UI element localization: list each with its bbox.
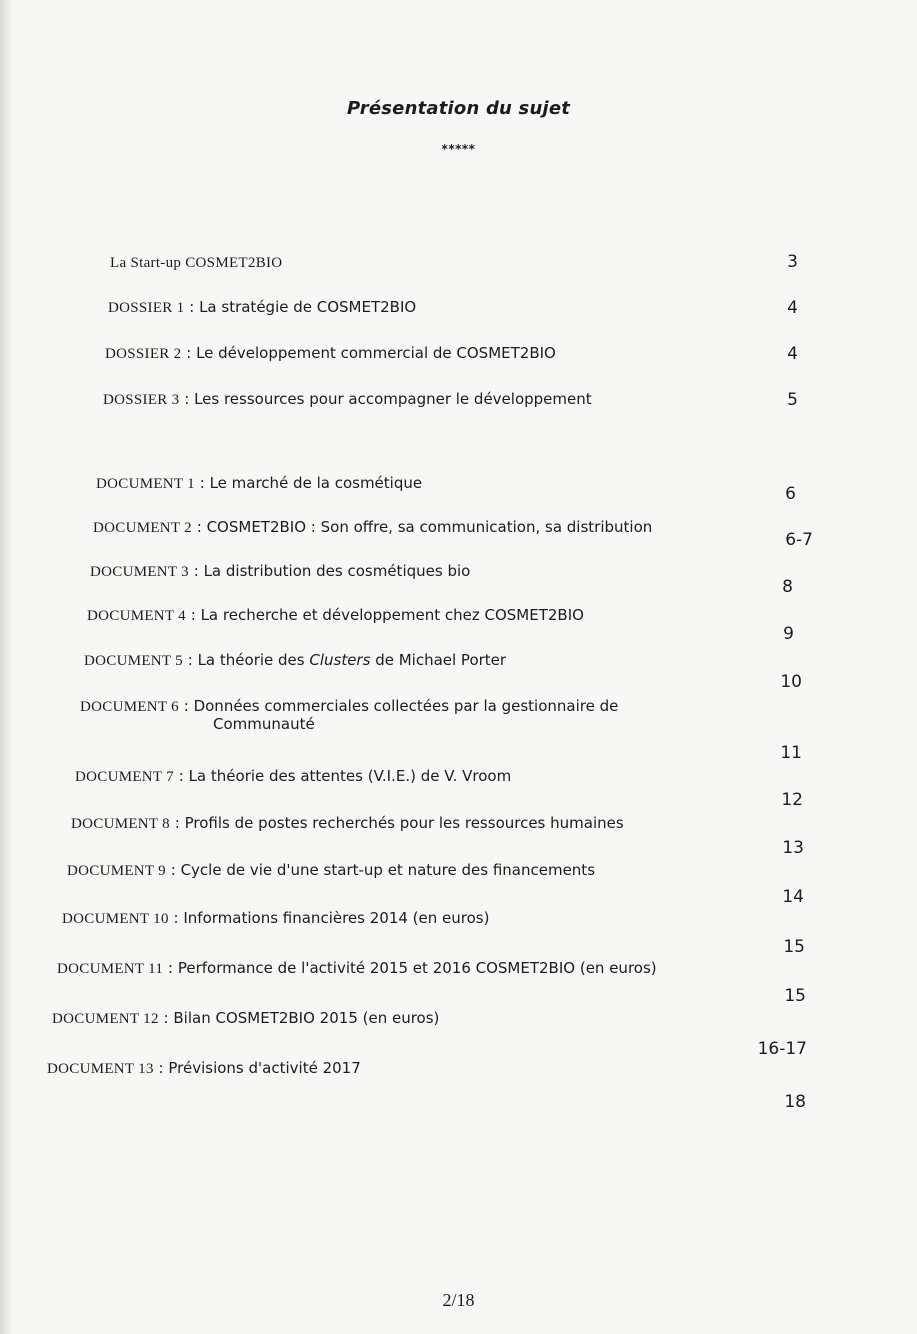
toc-row-document-1 bbox=[96, 474, 422, 493]
toc-sep: : bbox=[179, 390, 195, 408]
toc-row-document-9 bbox=[67, 861, 595, 880]
toc-sep: : bbox=[181, 344, 197, 362]
toc-page-document-13: 18 bbox=[784, 1092, 806, 1112]
toc-sep: : bbox=[158, 1009, 174, 1027]
toc-text: Informations financières 2014 (en euros) bbox=[183, 909, 490, 927]
toc-page-document-4: 9 bbox=[783, 624, 794, 644]
toc-label: DOCUMENT 9 bbox=[67, 863, 166, 879]
toc-text: Bilan COSMET2BIO 2015 (en euros) bbox=[173, 1009, 440, 1027]
toc-text: Cycle de vie d'une start-up et nature des financements bbox=[180, 861, 596, 879]
toc-sep: : bbox=[182, 651, 198, 669]
toc-sep: : bbox=[173, 767, 189, 785]
toc-page-document-10: 15 bbox=[783, 937, 805, 957]
toc-text: Données commerciales collectées par la gestionnaire de bbox=[193, 697, 619, 715]
toc-label: DOSSIER 2 bbox=[105, 346, 182, 362]
toc-label: DOCUMENT 8 bbox=[71, 816, 170, 832]
toc-page-intro: 3 bbox=[787, 252, 798, 272]
toc-page-document-6: 11 bbox=[780, 743, 802, 763]
toc-row-document-6 bbox=[80, 697, 618, 733]
page-edge-shadow bbox=[0, 0, 14, 1334]
toc-label: DOCUMENT 3 bbox=[90, 564, 189, 580]
toc-text-italic: Clusters bbox=[309, 651, 371, 669]
toc-row-dossier-3 bbox=[103, 390, 592, 409]
toc-sep: : bbox=[153, 1059, 169, 1077]
toc-sep: : bbox=[165, 861, 181, 879]
toc-text: Le développement commercial de COSMET2BIO bbox=[196, 344, 556, 362]
toc-page-document-3: 8 bbox=[782, 577, 793, 597]
toc-row-document-3 bbox=[90, 562, 470, 581]
toc-text: Performance de l'activité 2015 et 2016 COSMET2BIO (en euros) bbox=[177, 959, 657, 977]
toc-sep: : bbox=[185, 606, 201, 624]
toc-row-document-7 bbox=[75, 767, 511, 786]
toc-page-dossier-3: 5 bbox=[787, 390, 798, 410]
toc-page-document-11: 15 bbox=[784, 986, 806, 1006]
toc-label: DOCUMENT 10 bbox=[62, 911, 169, 927]
toc-row-document-5 bbox=[84, 651, 506, 670]
toc-row-dossier-1 bbox=[108, 298, 416, 317]
page-number-footer: 2/18 bbox=[442, 1290, 475, 1310]
toc-page-document-7: 12 bbox=[781, 790, 803, 810]
toc-sep: : bbox=[169, 814, 185, 832]
toc-sep: : bbox=[168, 909, 184, 927]
toc-label: DOCUMENT 11 bbox=[57, 961, 164, 977]
toc-sep: : bbox=[194, 474, 210, 492]
toc-text: Les ressources pour accompagner le développement bbox=[194, 390, 592, 408]
toc-text: COSMET2BIO : Son offre, sa communication, sa distribution bbox=[206, 518, 653, 536]
toc-row-document-11 bbox=[57, 959, 657, 978]
toc-row-document-4 bbox=[87, 606, 584, 625]
toc-page-document-2: 6-7 bbox=[785, 530, 813, 550]
toc-text: La stratégie de COSMET2BIO bbox=[199, 298, 417, 316]
toc-page-document-5: 10 bbox=[780, 672, 802, 692]
toc-row-document-2 bbox=[93, 518, 652, 537]
toc-text: Prévisions d'activité 2017 bbox=[168, 1059, 361, 1077]
toc-sep: : bbox=[163, 959, 178, 977]
toc-label: DOCUMENT 2 bbox=[93, 520, 192, 536]
toc-text: de Michael Porter bbox=[370, 651, 507, 669]
toc-row-dossier-2 bbox=[105, 344, 556, 363]
toc-label: DOCUMENT 7 bbox=[75, 769, 174, 785]
toc-label: La Start-up COSMET2BIO bbox=[110, 255, 283, 271]
toc-label: DOCUMENT 13 bbox=[47, 1061, 154, 1077]
toc-text: La recherche et développement chez COSMET2BIO bbox=[200, 606, 584, 624]
toc-label: DOCUMENT 12 bbox=[52, 1011, 159, 1027]
toc-text: La théorie des bbox=[197, 651, 310, 669]
toc-sep: : bbox=[178, 697, 194, 715]
toc-label: DOSSIER 1 bbox=[108, 300, 185, 316]
toc-page-dossier-1: 4 bbox=[787, 298, 798, 318]
toc-label: DOCUMENT 6 bbox=[80, 699, 179, 715]
toc-text: Profils de postes recherchés pour les ressources humaines bbox=[184, 814, 624, 832]
toc-row-document-10 bbox=[62, 909, 489, 928]
toc-label: DOCUMENT 1 bbox=[96, 476, 195, 492]
toc-text-continued: Communauté bbox=[213, 715, 315, 733]
page-title: Présentation du sujet bbox=[346, 98, 571, 119]
toc-page-document-12: 16-17 bbox=[757, 1039, 807, 1059]
toc-text: La distribution des cosmétiques bio bbox=[203, 562, 471, 580]
toc-text: Le marché de la cosmétique bbox=[209, 474, 423, 492]
toc-row-intro bbox=[110, 254, 282, 272]
toc-label: DOCUMENT 5 bbox=[84, 653, 183, 669]
toc-sep: : bbox=[191, 518, 207, 536]
toc-page-document-9: 14 bbox=[782, 887, 804, 907]
toc-page-dossier-2: 4 bbox=[787, 344, 798, 364]
toc-row-document-12 bbox=[52, 1009, 439, 1028]
toc-page-document-1: 6 bbox=[785, 484, 796, 504]
toc-sep: : bbox=[188, 562, 204, 580]
toc-row-document-13 bbox=[47, 1059, 361, 1078]
toc-label: DOCUMENT 4 bbox=[87, 608, 186, 624]
toc-row-document-8 bbox=[71, 814, 624, 833]
toc-page-document-8: 13 bbox=[782, 838, 804, 858]
toc-sep: : bbox=[184, 298, 200, 316]
toc-text: La théorie des attentes (V.I.E.) de V. Vroom bbox=[188, 767, 512, 785]
title-separator: ***** bbox=[441, 142, 476, 156]
toc-label: DOSSIER 3 bbox=[103, 392, 180, 408]
